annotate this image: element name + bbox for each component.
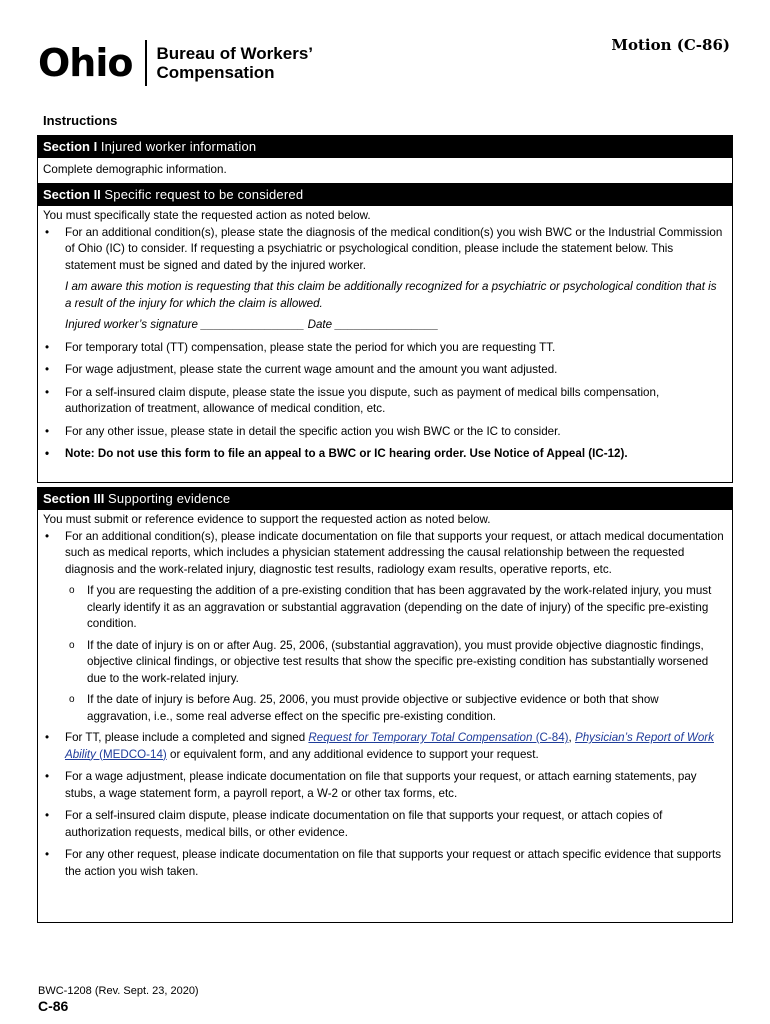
ohio-bwc-logo xyxy=(38,38,313,88)
section-2-title: Specific request to be considered xyxy=(104,187,304,202)
list-item xyxy=(43,692,724,725)
bullet-icon: • xyxy=(45,770,50,783)
section-3-title: Supporting evidence xyxy=(108,491,231,506)
c84-link-code: (C-84) xyxy=(532,731,569,744)
bullet-icon: • xyxy=(45,340,50,354)
section-3-label: Section III xyxy=(43,491,105,506)
sub-bullet-icon: o xyxy=(69,639,75,651)
section-1-body xyxy=(38,158,732,179)
bullet-icon: • xyxy=(45,225,50,239)
section-2-bullet-5: For any other issue, please state in detail the specific action you wish BWC or the IC to consider. xyxy=(65,424,561,438)
list-item xyxy=(43,340,724,357)
section-1-header xyxy=(38,136,732,158)
bullet-icon: • xyxy=(45,424,50,438)
c84-link-title: Request for Temporary Total Compensation xyxy=(308,731,533,744)
section-2-intro: You must specifically state the requested action as noted below. xyxy=(43,209,371,222)
bullet-icon: • xyxy=(45,385,50,399)
section-2-bullet-2: For temporary total (TT) compensation, please state the period for which you are requesting TT. xyxy=(65,340,556,354)
bullet-icon: • xyxy=(45,848,50,861)
bullet-icon: • xyxy=(45,363,50,376)
section-3-sub-1: If you are requesting the addition of a pre-existing condition that has been aggravated by the work-related injury, you must clearly identify it as an aggravation or substantial aggravation (depending on the date of injury) of the specific pre-existing condition. xyxy=(87,584,712,630)
section-1-label: Section I xyxy=(43,139,98,154)
logo-bwc-line2: Compensation xyxy=(156,63,275,82)
section-2-note: Note: Do not use this form to file an appeal to a BWC or IC hearing order. Use Notice of Appeal (IC-12). xyxy=(65,447,628,460)
sub-bullet-icon: o xyxy=(69,585,75,596)
tt-text-pre: For TT, please include a completed and signed xyxy=(65,731,309,744)
section-3-bullet-2 xyxy=(65,730,724,763)
section-2-box xyxy=(37,183,733,483)
psych-statement: I am aware this motion is requesting that this claim be additionally recognized for a psychiatric or psychological condition that is a result of the injury for which the claim is allowed. xyxy=(65,280,717,310)
section-3-bullet-1: For an additional condition(s), please indicate documentation on file that supports your request, or attach medical documentation such as medical reports, which includes a physician statement addressing the causal relationship between the requested diagnosis and the work-related injury, diagnostic test results, radiology exam results, operative reports, etc. xyxy=(65,529,724,576)
section-3-bullet-5: For any other request, please indicate documentation on file that supports your request or attach specific evidence that supports the action you wish taken. xyxy=(65,848,722,878)
section-3-bullet-3: For a wage adjustment, please indicate documentation on file that supports your request, or attach earning statements, pay stubs, a wage statement form, a payroll report, a W-2 or other tax forms, etc. xyxy=(65,770,697,800)
bullet-icon: • xyxy=(45,731,50,744)
logo-bwc-text xyxy=(157,44,314,82)
logo-ohio-wordmark: Ohio xyxy=(38,41,133,85)
list-item xyxy=(43,638,724,688)
bullet-icon: • xyxy=(45,447,50,460)
list-item xyxy=(43,385,724,418)
section-1-title: Injured worker information xyxy=(100,139,257,154)
list-item xyxy=(43,424,724,441)
section-1-text: Complete demographic information. xyxy=(43,163,227,176)
form-code: C-86 xyxy=(38,998,69,1014)
list-item xyxy=(43,529,724,579)
section-2-bullet-4: For a self-insured claim dispute, please state the issue you dispute, such as payment of medical bills compensation, authorization of treatment, allowance of medical condition, etc. xyxy=(65,385,660,415)
logo-bwc-line1: Bureau of Workers’ xyxy=(156,44,314,63)
signature-line: Injured worker’s signature ________________ Date ________________ xyxy=(65,318,439,331)
medco14-link-title: Physician’s Report of Work Ability xyxy=(65,731,714,761)
section-3-bullet-4: For a self-insured claim dispute, please indicate documentation on file that supports your request, or attach copies of authorization requests, medical bills, or other evidence. xyxy=(65,809,663,839)
list-item xyxy=(43,225,724,275)
section-1-box xyxy=(37,135,733,186)
medco14-link-code: (MEDCO-14) xyxy=(95,747,167,761)
form-number: BWC-1208 (Rev. Sept. 23, 2020) xyxy=(38,985,199,997)
bullet-icon: • xyxy=(45,809,50,822)
list-item xyxy=(43,730,724,763)
list-item xyxy=(43,583,724,633)
tt-text-post: or equivalent form, and any additional evidence to support your request. xyxy=(166,747,539,761)
section-3-sub-2: If the date of injury is on or after Aug. 25, 2006, (substantial aggravation), you must provide objective diagnostic findings, objective clinical findings, or objective test results that show the specific pre-existing condition has substantially worsened due to the work-related injury. xyxy=(87,638,709,685)
section-2-body xyxy=(38,206,732,463)
list-item xyxy=(43,847,724,880)
logo-divider xyxy=(145,40,147,86)
section-3-sub-3: If the date of injury is before Aug. 25, 2006, you must provide objective or subjective evidence or both that show aggravation, i.e., some real adverse effect on the specific pre-existing condition. xyxy=(87,693,659,723)
section-3-body xyxy=(38,510,732,880)
section-2-header xyxy=(38,184,732,206)
c84-link[interactable] xyxy=(308,731,568,744)
list-item xyxy=(43,446,724,463)
form-title: Motion (C-86) xyxy=(611,36,730,54)
section-2-bullet-3: For wage adjustment, please state the current wage amount and the amount you want adjusted. xyxy=(65,363,558,376)
tt-text-sep: , xyxy=(568,731,575,744)
section-3-intro: You must submit or reference evidence to support the requested action as noted below. xyxy=(43,513,491,526)
list-item xyxy=(43,362,724,379)
instructions-heading: Instructions xyxy=(43,113,118,128)
sub-bullet-icon: o xyxy=(69,694,75,705)
section-3-box xyxy=(37,487,733,923)
list-item xyxy=(43,769,724,802)
section-2-label: Section II xyxy=(43,187,101,202)
section-3-header xyxy=(38,488,732,510)
bullet-icon: • xyxy=(45,529,50,543)
section-2-bullet-1: For an additional condition(s), please state the diagnosis of the medical condition(s) you wish BWC or the Industrial Commission of Ohio (IC) to consider. If requesting a psychiatric or psychological condition, please include the statement below. This statement must be signed and dated by the injured worker. xyxy=(65,225,723,272)
list-item xyxy=(43,808,724,841)
